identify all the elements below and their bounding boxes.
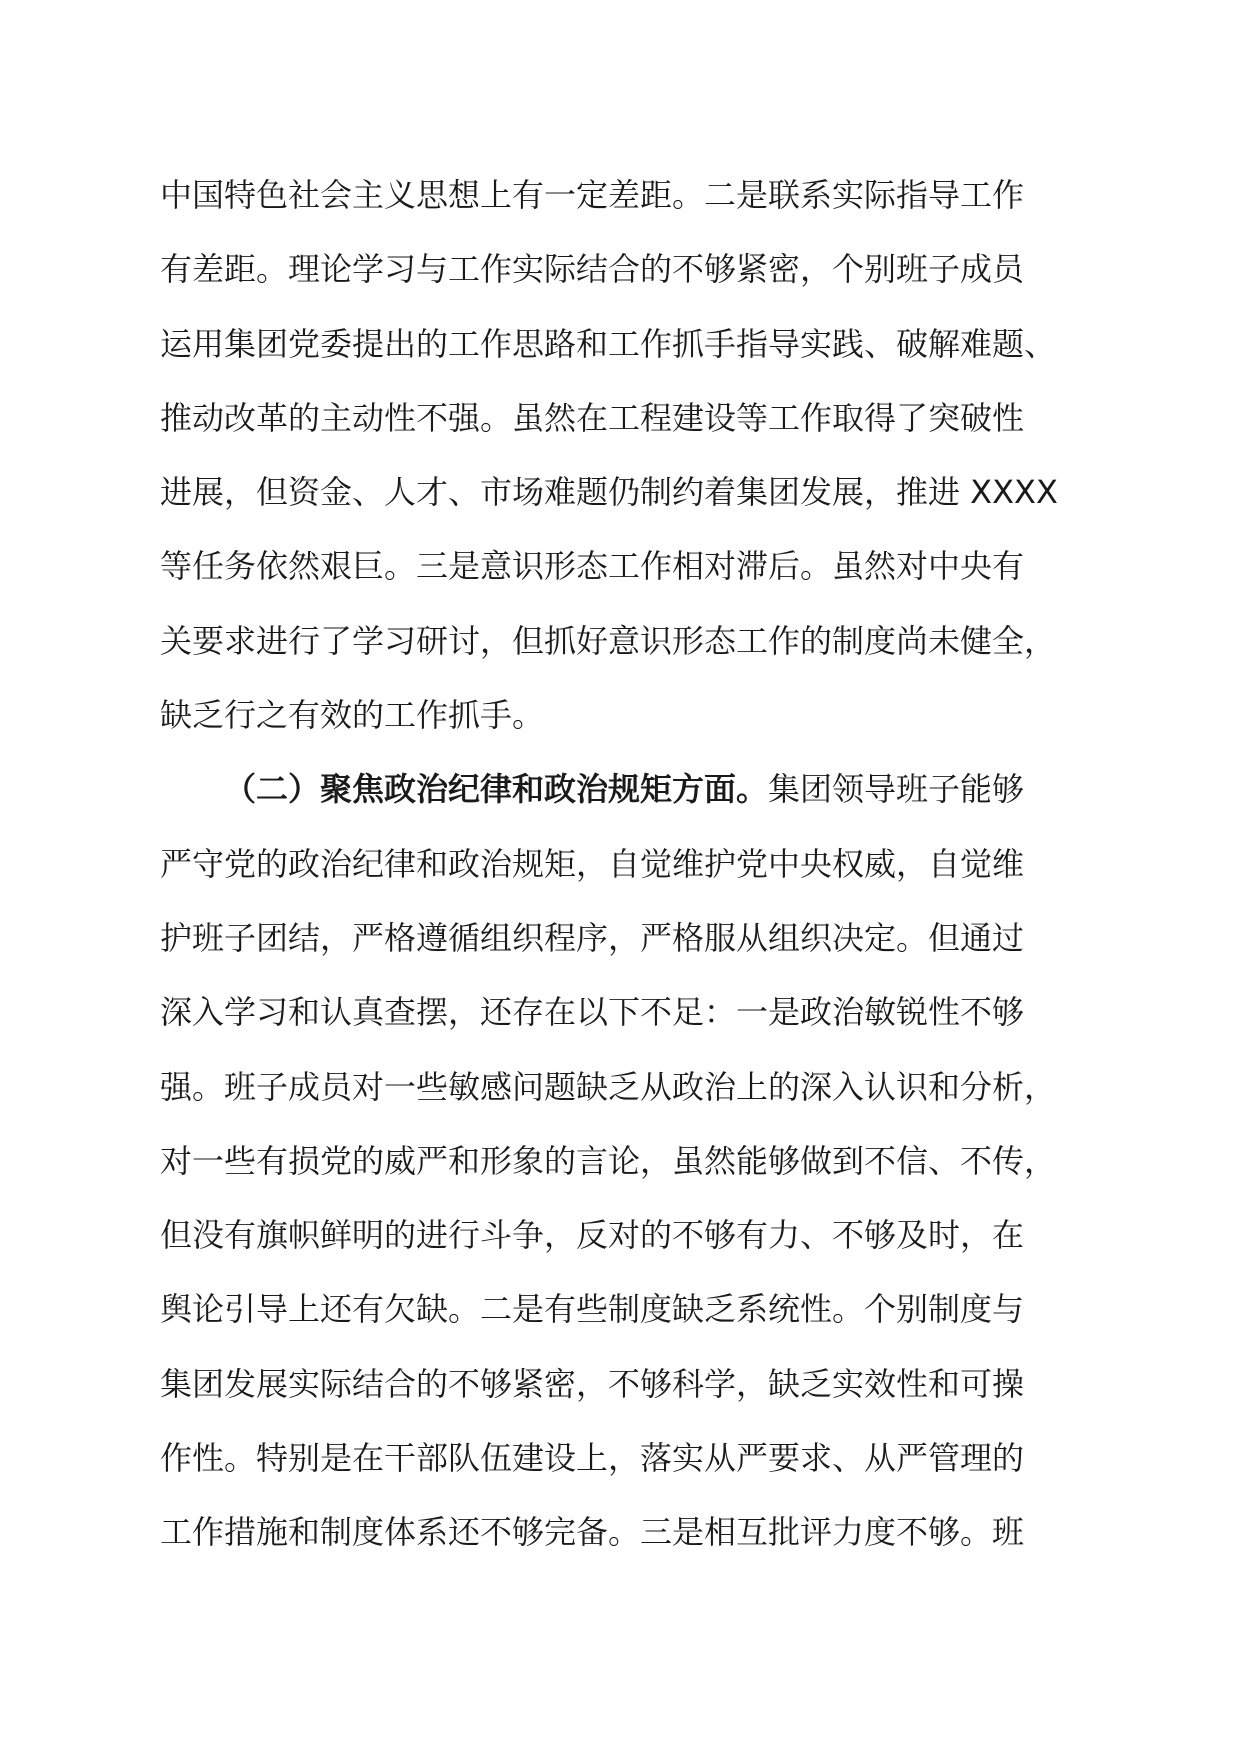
paragraph-line: 对一些有损党的威严和形象的言论，虽然能够做到不信、不传， bbox=[160, 1141, 1057, 1180]
paragraph-first-line bbox=[160, 752, 1120, 826]
paragraph-line: 等任务依然艰巨。三是意识形态工作相对滞后。虽然对中央有 bbox=[160, 547, 1025, 586]
paragraph-line: 工作措施和制度体系还不够完备。三是相互批评力度不够。班 bbox=[160, 1513, 1025, 1552]
paragraph-line: 护班子团结，严格遵循组织程序，严格服从组织决定。但通过 bbox=[160, 918, 1025, 957]
paragraph-line: 进展，但资金、人才、市场难题仍制约着集团发展，推进 XXXX bbox=[160, 473, 1058, 512]
paragraph-line: 强。班子成员对一些敏感问题缺乏从政治上的深入认识和分析， bbox=[160, 1067, 1057, 1106]
paragraph-first-line-text: 集团领导班子能够 bbox=[768, 770, 1025, 809]
paragraph-line: 推动改革的主动性不强。虽然在工程建设等工作取得了突破性 bbox=[160, 398, 1025, 437]
paragraph-line: 舆论引导上还有欠缺。二是有些制度缺乏系统性。个别制度与 bbox=[160, 1290, 1025, 1329]
paragraph-line: 有差距。理论学习与工作实际结合的不够紧密，个别班子成员 bbox=[160, 250, 1025, 289]
paragraph-line: 运用集团党委提出的工作思路和工作抓手指导实践、破解难题、 bbox=[160, 324, 1057, 363]
paragraph-line: 严守党的政治纪律和政治规矩，自觉维护党中央权威，自觉维 bbox=[160, 844, 1025, 883]
paragraph-line: 深入学习和认真查摆，还存在以下不足：一是政治敏锐性不够 bbox=[160, 993, 1025, 1032]
paragraph-line: 缺乏行之有效的工作抓手。 bbox=[160, 696, 545, 735]
paragraph-line: 作性。特别是在干部队伍建设上，落实从严要求、从严管理的 bbox=[160, 1439, 1025, 1478]
paragraph-2 bbox=[160, 752, 1120, 1569]
document-body bbox=[160, 158, 1120, 1570]
paragraph-1 bbox=[160, 158, 1120, 752]
paragraph-line: 集团发展实际结合的不够紧密，不够科学，缺乏实效性和可操 bbox=[160, 1364, 1025, 1403]
paragraph-line: 关要求进行了学习研讨，但抓好意识形态工作的制度尚未健全， bbox=[160, 621, 1057, 660]
paragraph-line: 中国特色社会主义思想上有一定差距。二是联系实际指导工作 bbox=[160, 176, 1025, 214]
section-heading: （二）聚焦政治纪律和政治规矩方面。 bbox=[224, 770, 769, 809]
paragraph-line: 但没有旗帜鲜明的进行斗争，反对的不够有力、不够及时，在 bbox=[160, 1216, 1025, 1255]
